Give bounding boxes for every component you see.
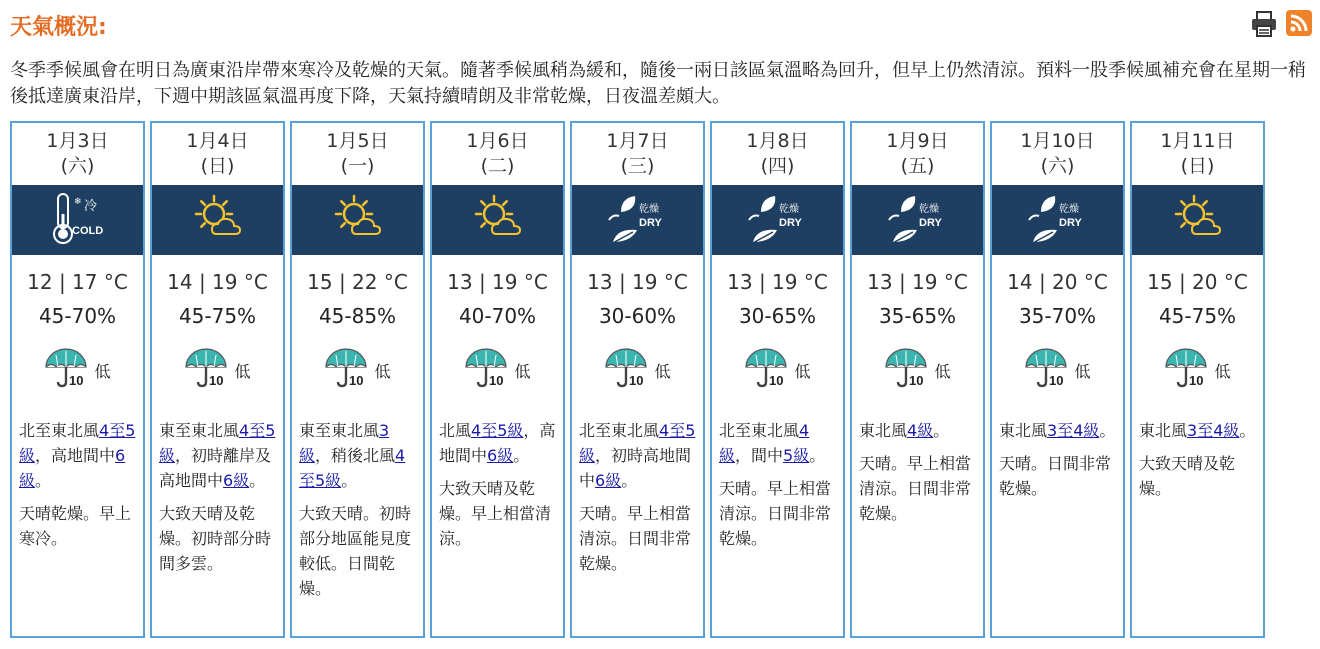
wind-text: 。 <box>341 471 358 490</box>
wind-force-link[interactable]: 3至4級 <box>1187 421 1240 440</box>
umbrella-icon <box>184 347 230 393</box>
svg-text:DRY: DRY <box>918 217 942 229</box>
wind-force-link[interactable]: 3級 <box>299 421 390 465</box>
temperature-range: 14 | 20 °C <box>1007 270 1108 294</box>
psr-label: 低 <box>794 361 811 381</box>
psr <box>852 347 983 393</box>
forecast-weekday: (三) <box>620 155 655 177</box>
svg-text:10: 10 <box>1189 373 1204 388</box>
wind-forecast <box>859 418 978 443</box>
forecast-day-card <box>150 121 285 638</box>
wind-text: 北至東北風 <box>579 421 660 440</box>
umbrella-icon <box>464 347 510 393</box>
psr <box>1132 347 1263 393</box>
weather-description: 大致天晴。初時部分地區能見度較低。日間乾燥。 <box>299 504 412 598</box>
wind-text: 。 <box>933 421 950 440</box>
wind-force-link[interactable]: 4至5級 <box>579 421 696 465</box>
humidity-range: 30-65% <box>738 304 817 328</box>
wind-force-link[interactable]: 4至5級 <box>159 421 276 465</box>
wind-text: 東北風 <box>999 421 1048 440</box>
forecast-weekday: (六) <box>1040 155 1075 177</box>
umbrella-icon <box>604 347 650 393</box>
svg-text:10: 10 <box>209 373 224 388</box>
svg-text:10: 10 <box>69 373 84 388</box>
psr-label: 低 <box>514 361 531 381</box>
svg-text:乾燥: 乾燥 <box>778 204 799 215</box>
svg-text:DRY: DRY <box>638 217 662 229</box>
weather-description: 大致天晴及乾燥。早上相當清涼。 <box>439 479 552 548</box>
wind-force-link[interactable]: 4級 <box>907 421 934 440</box>
svg-text:10: 10 <box>769 373 784 388</box>
psr-label: 低 <box>234 361 251 381</box>
wind-text: 。 <box>513 446 530 465</box>
wind-force-link[interactable]: 4至5級 <box>471 421 524 440</box>
wind-forecast <box>299 418 418 493</box>
psr-label: 低 <box>934 361 951 381</box>
svg-text:❄: ❄ <box>73 197 82 207</box>
wind-force-link[interactable]: 4至5級 <box>19 421 136 465</box>
wind-text: 東至東北風 <box>299 421 380 440</box>
wind-text: ，間中 <box>735 446 784 465</box>
forecast-day-card <box>1130 121 1265 638</box>
wind-force-link[interactable]: 6級 <box>487 446 514 465</box>
dry-icon <box>1023 190 1093 250</box>
forecast-weekday: (六) <box>60 155 95 177</box>
wind-forecast <box>719 418 838 468</box>
svg-text:DRY: DRY <box>1058 217 1082 229</box>
temperature-range: 13 | 19 °C <box>447 270 548 294</box>
wind-text: 。 <box>35 471 52 490</box>
wind-forecast <box>1139 418 1258 443</box>
forecast-weekday: (一) <box>340 155 375 177</box>
wind-forecast <box>159 418 278 493</box>
weather-icon-band <box>292 185 423 255</box>
forecast-date: 1月7日 <box>606 130 669 152</box>
humidity-range: 45-75% <box>178 304 257 328</box>
sunny-periods-icon <box>1168 194 1228 246</box>
wind-force-link[interactable]: 6級 <box>223 471 250 490</box>
forecast-date: 1月11日 <box>1160 130 1235 152</box>
toolbar <box>1250 10 1312 38</box>
svg-text:COLD: COLD <box>71 225 103 237</box>
forecast-day-card <box>570 121 705 638</box>
svg-text:乾燥: 乾燥 <box>1058 204 1079 215</box>
humidity-range: 45-85% <box>318 304 397 328</box>
wind-text: 東北風 <box>859 421 908 440</box>
temperature-range: 13 | 19 °C <box>727 270 828 294</box>
wind-force-link[interactable]: 3至4級 <box>1047 421 1100 440</box>
cold-icon <box>46 190 110 250</box>
svg-text:DRY: DRY <box>778 217 802 229</box>
nine-day-forecast <box>10 121 1265 638</box>
wind-text: 。 <box>1239 421 1256 440</box>
wind-text: ，高地間中 <box>439 421 556 465</box>
wind-force-link[interactable]: 6級 <box>19 446 126 490</box>
forecast-date: 1月6日 <box>466 130 529 152</box>
wind-text: 。 <box>809 446 826 465</box>
psr-label: 低 <box>94 361 111 381</box>
printer-icon[interactable] <box>1250 10 1278 38</box>
svg-text:乾燥: 乾燥 <box>638 204 659 215</box>
weather-description: 天晴。早上相當清涼。日間非常乾燥。 <box>579 504 692 573</box>
svg-text:10: 10 <box>629 373 644 388</box>
wind-text: 。 <box>621 471 638 490</box>
psr <box>712 347 843 393</box>
psr <box>992 347 1123 393</box>
umbrella-icon <box>1164 347 1210 393</box>
temperature-range: 12 | 17 °C <box>27 270 128 294</box>
weather-icon-band <box>712 185 843 255</box>
psr-label: 低 <box>374 361 391 381</box>
forecast-day-card <box>990 121 1125 638</box>
wind-text: ，稍後北風 <box>315 446 396 465</box>
wind-forecast <box>19 418 138 493</box>
forecast-date: 1月8日 <box>746 130 809 152</box>
wind-forecast <box>999 418 1118 443</box>
sunny-periods-icon <box>328 194 388 246</box>
forecast-weekday: (四) <box>760 155 795 177</box>
wind-text: 。 <box>249 471 266 490</box>
humidity-range: 45-70% <box>38 304 117 328</box>
forecast-weekday: (日) <box>200 155 235 177</box>
humidity-range: 45-75% <box>1158 304 1237 328</box>
forecast-day-card <box>850 121 985 638</box>
wind-text: 東北風 <box>1139 421 1188 440</box>
humidity-range: 35-70% <box>1018 304 1097 328</box>
humidity-range: 40-70% <box>458 304 537 328</box>
umbrella-icon <box>324 347 370 393</box>
weather-icon-band <box>432 185 563 255</box>
forecast-day-card <box>710 121 845 638</box>
wind-text: 。 <box>1099 421 1116 440</box>
forecast-date: 1月10日 <box>1020 130 1095 152</box>
wind-forecast <box>439 418 558 468</box>
umbrella-icon <box>44 347 90 393</box>
forecast-day-card <box>430 121 565 638</box>
wind-force-link[interactable]: 4至5級 <box>299 446 406 490</box>
dry-icon <box>603 190 673 250</box>
forecast-date: 1月4日 <box>186 130 249 152</box>
weather-icon-band <box>852 185 983 255</box>
weather-description: 天晴。早上相當清涼。日間非常乾燥。 <box>859 454 972 523</box>
weather-description: 大致天晴及乾燥。初時部分時間多雲。 <box>159 504 272 573</box>
dry-icon <box>883 190 953 250</box>
general-situation-text: 冬季季候風會在明日為廣東沿岸帶來寒冷及乾燥的天氣。隨著季候風稍為緩和，隨後一兩日該區氣溫略為回升，但早上仍然清涼。預料一股季候風補充會在星期一稍後抵達廣東沿岸，下週中期該區氣溫再度下降，天氣持續晴朗及非常乾燥，日夜溫差頗大。 <box>10 60 1306 107</box>
forecast-day-card <box>10 121 145 638</box>
svg-text:10: 10 <box>1049 373 1064 388</box>
svg-text:10: 10 <box>489 373 504 388</box>
temperature-range: 14 | 19 °C <box>167 270 268 294</box>
wind-forecast <box>579 418 698 493</box>
sunny-periods-icon <box>468 194 528 246</box>
temperature-range: 13 | 19 °C <box>867 270 968 294</box>
umbrella-icon <box>884 347 930 393</box>
page-title: 天氣概況: <box>10 15 107 40</box>
forecast-date: 1月3日 <box>46 130 109 152</box>
forecast-date: 1月9日 <box>886 130 949 152</box>
psr <box>432 347 563 393</box>
humidity-range: 30-60% <box>598 304 677 328</box>
svg-text:10: 10 <box>349 373 364 388</box>
humidity-range: 35-65% <box>878 304 957 328</box>
wind-force-link[interactable]: 4級 <box>719 421 810 465</box>
wind-text: 東至東北風 <box>159 421 240 440</box>
temperature-range: 15 | 20 °C <box>1147 270 1248 294</box>
weather-description: 天晴。日間非常乾燥。 <box>999 454 1112 498</box>
wind-text: ，初時離岸及高地間中 <box>159 446 272 490</box>
psr-label: 低 <box>1214 361 1231 381</box>
wind-text: 北至東北風 <box>19 421 100 440</box>
forecast-date: 1月5日 <box>326 130 389 152</box>
svg-text:乾燥: 乾燥 <box>918 204 939 215</box>
weather-icon-band <box>152 185 283 255</box>
psr <box>572 347 703 393</box>
weather-icon-band <box>572 185 703 255</box>
umbrella-icon <box>744 347 790 393</box>
wind-text: 北風 <box>439 421 472 440</box>
dry-icon <box>743 190 813 250</box>
forecast-weekday: (日) <box>1180 155 1215 177</box>
svg-text:冷: 冷 <box>83 199 97 214</box>
weather-icon-band <box>992 185 1123 255</box>
weather-description: 天晴乾燥。早上寒冷。 <box>19 504 132 548</box>
umbrella-icon <box>1024 347 1070 393</box>
weather-description: 天晴。早上相當清涼。日間非常乾燥。 <box>719 479 832 548</box>
wind-text: 北至東北風 <box>719 421 800 440</box>
wind-text: ，初時高地間中 <box>579 446 692 490</box>
psr-label: 低 <box>1074 361 1091 381</box>
psr <box>12 347 143 393</box>
wind-text: ，高地間中 <box>35 446 116 465</box>
sunny-periods-icon <box>188 194 248 246</box>
forecast-weekday: (二) <box>480 155 515 177</box>
forecast-day-card <box>290 121 425 638</box>
forecast-weekday: (五) <box>900 155 935 177</box>
weather-icon-band <box>12 185 143 255</box>
temperature-range: 15 | 22 °C <box>307 270 408 294</box>
psr <box>152 347 283 393</box>
temperature-range: 13 | 19 °C <box>587 270 688 294</box>
psr <box>292 347 423 393</box>
svg-text:10: 10 <box>909 373 924 388</box>
weather-description: 大致天晴及乾燥。 <box>1139 454 1236 498</box>
wind-force-link[interactable]: 5級 <box>783 446 810 465</box>
weather-icon-band <box>1132 185 1263 255</box>
rss-feed-icon[interactable] <box>1286 10 1312 36</box>
wind-force-link[interactable]: 6級 <box>595 471 622 490</box>
psr-label: 低 <box>654 361 671 381</box>
